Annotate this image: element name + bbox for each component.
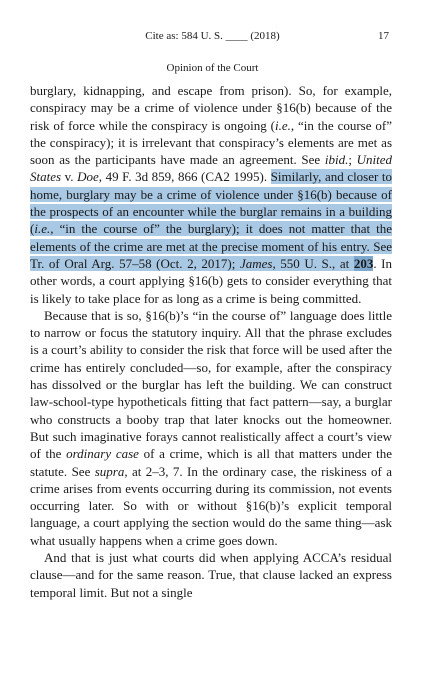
text-run: And that is just what courts did when applying ACCA’s residual clause—and for the same reason. True, that clause lacked an express temporal limit. But not a single bbox=[30, 550, 392, 600]
italic-run: i.e., bbox=[34, 221, 54, 237]
text-run: burglary, kidnapping, and escape from prison). So, for example, conspiracy may be a crime of violence under §16(b) because of the risk of force while the conspiracy is ongoing ( bbox=[30, 83, 392, 133]
italic-run: ibid. bbox=[324, 152, 349, 168]
running-head-cite: Cite as: 584 U. S. ____ (2018) bbox=[145, 30, 280, 42]
paragraph-3 bbox=[30, 549, 392, 601]
text-run: Because that is so, §16(b)’s “in the course of” language does little to narrow or focus the statutory inquiry. All that the phrase excludes is a court’s ability to consider the risk that force will be used after the crime has entirely concluded—so, for example, after the conspiracy has dissolved or the burglar has left the building. We can construct law-school-type hypotheticals fitting that fact pattern—say, a burglar who constructs a booby trap that later knocks out the homeowner. But such imaginative forays cannot realistically affect a court’s view of the bbox=[30, 307, 392, 462]
text-run: of a crime, which is all that matters under the statute. See bbox=[30, 446, 392, 479]
section-title: Opinion of the Court bbox=[166, 62, 259, 74]
italic-run: ordinary case bbox=[66, 446, 139, 462]
text-run: , 49 F. 3d 859, 866 (CA2 1995). bbox=[98, 169, 271, 185]
paragraph-2 bbox=[30, 307, 392, 549]
highlighted-selection[interactable] bbox=[30, 169, 392, 270]
page-number: 17 bbox=[378, 30, 389, 42]
text-run: . In other words, a court applying §16(b) gets to consider everything that is likely to take place for as long as a crime is being committed. bbox=[30, 255, 392, 306]
case-name: James bbox=[239, 255, 273, 271]
highlight-run: , 550 U. S., at bbox=[272, 255, 354, 271]
text-run: v. bbox=[61, 169, 78, 185]
case-name: United States bbox=[30, 152, 392, 185]
italic-run: i.e., bbox=[274, 117, 295, 133]
highlight-run: “in the course of” the burglary); it does not matter that the elements of the crime are met at the precise moment of his entry. See Tr. of Oral Arg. 57–58 (Oct. 2, 2017); bbox=[30, 221, 392, 271]
text-run: “in the course of” the conspiracy); it is irrelevant that conspiracy’s elements are met as soon as the participants have made an agreement. See bbox=[30, 117, 392, 168]
italic-run: supra, bbox=[94, 463, 128, 479]
case-name: Doe bbox=[77, 169, 99, 185]
text-run: at 2–3, 7. In the ordinary case, the riskiness of a crime arises from events occurring during its commission, not events occurring later. So with or without §16(b)’s explicit temporal language, a court applying the section would do the same thing—ask what usually happens when a crime goes down. bbox=[30, 463, 392, 548]
highlight-run: 203 bbox=[353, 255, 374, 271]
opinion-body bbox=[30, 82, 392, 601]
paragraph-1 bbox=[30, 82, 392, 307]
text-run: ; bbox=[348, 152, 357, 168]
highlight-run: Similarly, and closer to home, burglary may be a crime of violence under §16(b) because of the prospects of an encounter while the burglar remains in a building ( bbox=[30, 169, 393, 237]
